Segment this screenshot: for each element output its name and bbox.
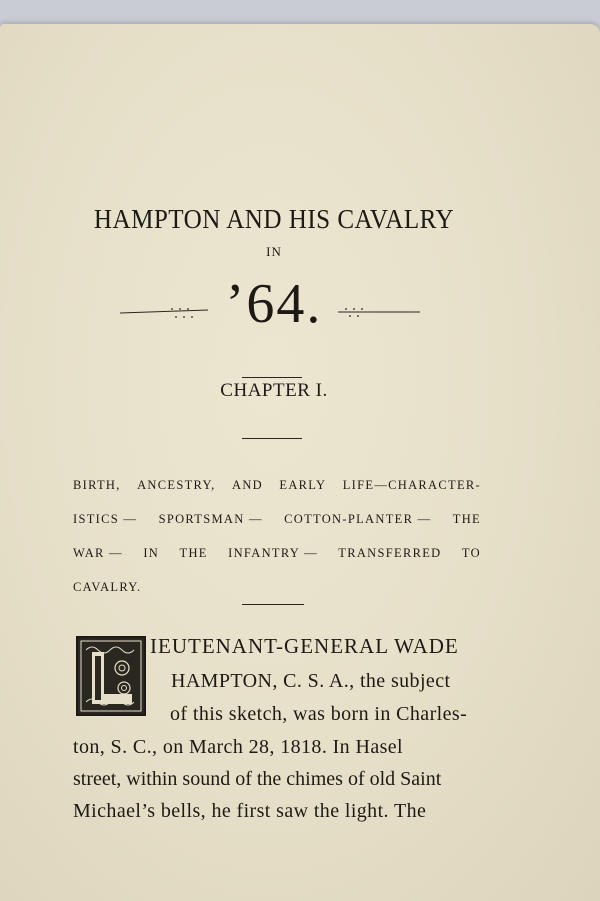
book-title: HAMPTON AND HIS CAVALRY [93,204,455,234]
synopsis-word: AND [232,478,263,492]
chapter-heading: CHAPTER I. [220,380,328,401]
body-line: Michael’s bells, he first saw the light. The [73,800,427,822]
divider-rule [242,604,304,605]
decorated-initial-letter [76,636,146,716]
synopsis-word: LIFE—CHARACTER- [342,478,481,492]
synopsis-word: ISTICS — [73,512,138,526]
body-line: HAMPTON, C. S. A., the subject [171,670,451,692]
chapter-synopsis [73,468,493,604]
ornament-vine-icon [78,638,144,714]
synopsis-word: COTTON-PLANTER — [284,512,432,526]
body-line: IEUTENANT-GENERAL WADE [150,634,459,658]
synopsis-word: THE [452,512,481,526]
year-heading: ’64. [225,273,323,335]
body-line: street, within sound of the chimes of old Saint [73,768,442,790]
synopsis-word: INFANTRY — [228,546,318,560]
synopsis-line [73,468,481,502]
synopsis-word: THE [179,546,208,560]
divider-rule [242,438,302,439]
synopsis-word: EARLY [279,478,327,492]
synopsis-word: BIRTH, [73,478,121,492]
synopsis-line [73,502,481,536]
body-line: of this sketch, was born in Charles- [170,703,468,725]
synopsis-word: TRANSFERRED [338,546,442,560]
synopsis-line: CAVALRY. [73,580,142,594]
synopsis-line [73,536,481,570]
right-flourish-ornament [336,306,422,320]
synopsis-word: WAR — [73,546,123,560]
body-line: ton, S. C., on March 28, 1818. In Hasel [73,736,404,758]
synopsis-word: SPORTSMAN — [158,512,263,526]
synopsis-word: IN [143,546,160,560]
title-in-word: IN [266,244,282,259]
divider-rule [242,377,302,378]
synopsis-word: TO [461,546,481,560]
synopsis-word: ANCESTRY, [137,478,216,492]
